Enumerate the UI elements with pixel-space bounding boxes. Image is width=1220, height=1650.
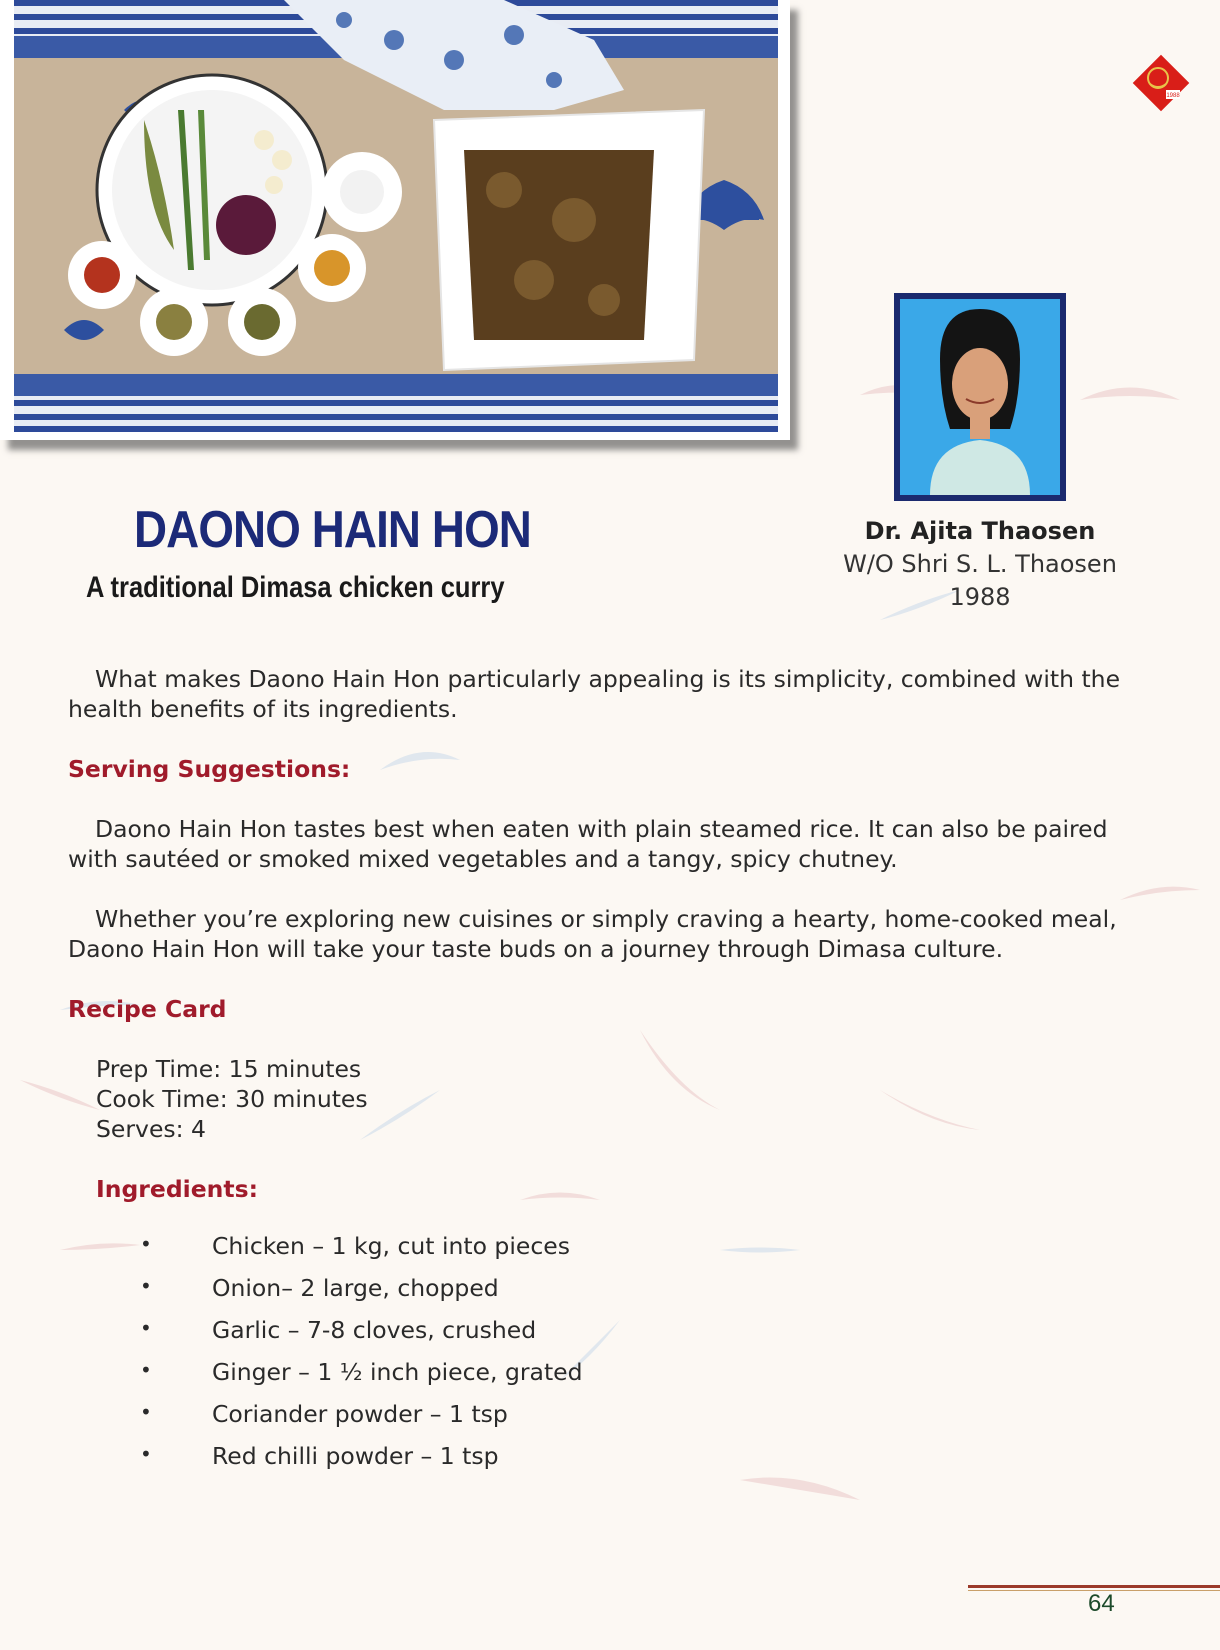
bullet-icon: • [140, 1316, 152, 1340]
author-year: 1988 [949, 583, 1011, 611]
bullet-icon: • [140, 1232, 152, 1256]
author-name: Dr. Ajita Thaosen [864, 517, 1096, 545]
serving-suggestions-heading: Serving Suggestions: [68, 755, 351, 783]
prep-time: Prep Time: 15 minutes [96, 1055, 362, 1083]
serving-text: Daono Hain Hon tastes best when eaten with plain steamed rice. It can also be paired with sautéed or smoked mixed vegetables and a tangy, spicy chutney. [68, 815, 1108, 873]
author-relation: W/O Shri S. L. Thaosen [843, 550, 1117, 578]
bullet-icon: • [140, 1400, 152, 1424]
recipe-card-heading: Recipe Card [68, 995, 227, 1023]
recipe-subtitle: A traditional Dimasa chicken curry [86, 571, 505, 604]
serving-paragraph [68, 814, 1128, 874]
recipe-card-details [96, 1054, 368, 1144]
recipe-title: DAONO HAIN HON [134, 501, 531, 559]
emblem-logo-icon [1128, 50, 1194, 116]
ingredients-heading: Ingredients: [96, 1175, 258, 1203]
intro-text: What makes Daono Hain Hon particularly appealing is its simplicity, combined with the health benefits of its ingredients. [68, 665, 1121, 723]
author-portrait-photo [900, 299, 1060, 495]
bullet-icon: • [140, 1358, 152, 1382]
intro-paragraph [68, 664, 1128, 724]
footer-rule [968, 1585, 1220, 1588]
dish-photo-frame [0, 0, 790, 440]
serves: Serves: 4 [96, 1115, 206, 1143]
cook-time: Cook Time: 30 minutes [96, 1085, 368, 1113]
bullet-icon: • [140, 1274, 152, 1298]
closing-paragraph [68, 904, 1128, 964]
chicken-curry-photo [14, 0, 778, 432]
logo-year-text: 1988 [1166, 93, 1180, 99]
author-info [840, 515, 1120, 614]
author-portrait [894, 293, 1066, 501]
closing-text: Whether you’re exploring new cuisines or simply craving a hearty, home-cooked meal, Daono Hain Hon will take your taste buds on a journey through Dimasa culture. [68, 905, 1117, 963]
page-number: 64 [1088, 1590, 1115, 1617]
bullet-icon: • [140, 1442, 152, 1466]
